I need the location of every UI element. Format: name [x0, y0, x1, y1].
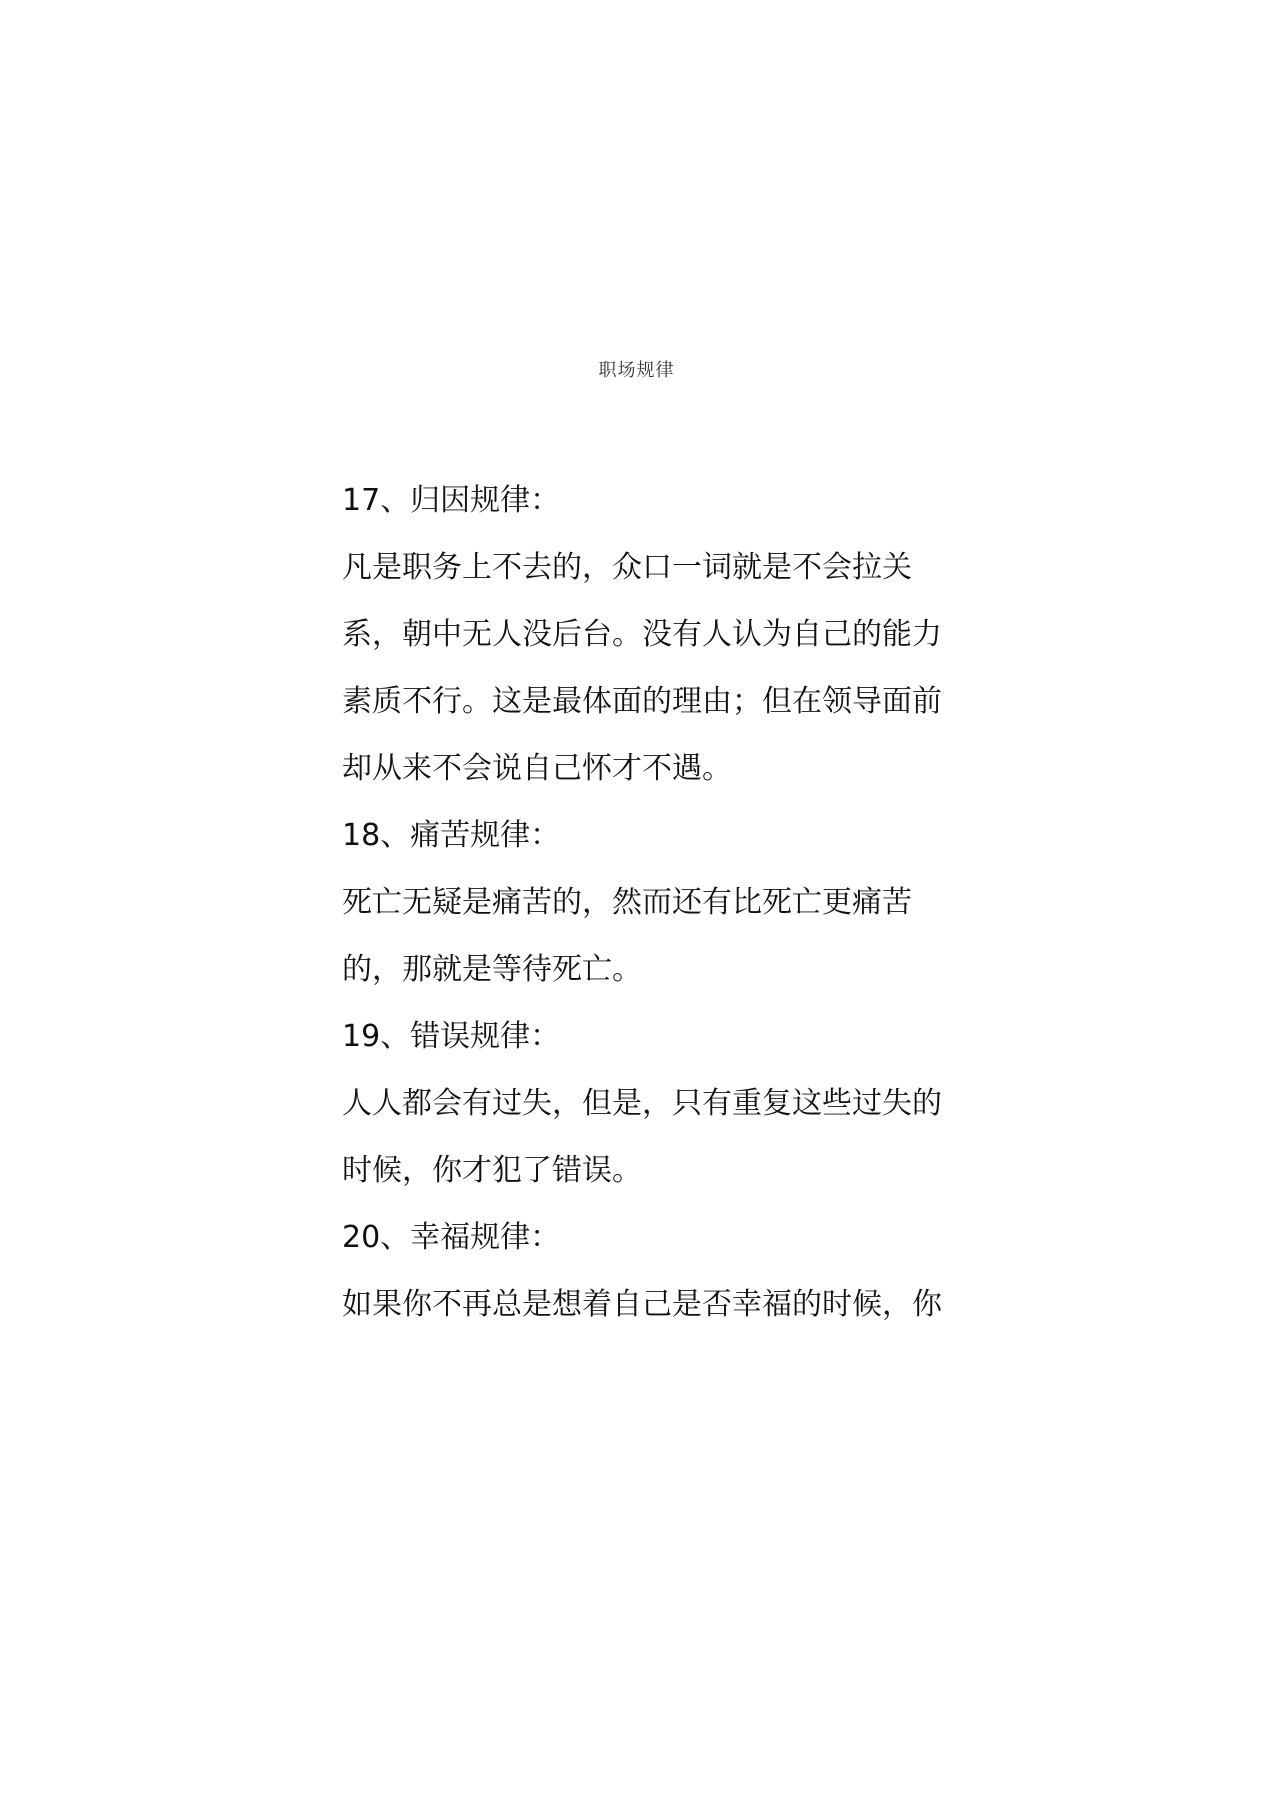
- paragraph-line: 凡是职务上不去的，众口一词就是不会拉关: [342, 550, 912, 585]
- section-heading-19: 19、错误规律：: [342, 1019, 561, 1054]
- paragraph-line: 系，朝中无人没后台。没有人认为自己的能力: [342, 617, 942, 652]
- paragraph-line: 却从来不会说自己怀才不遇。: [342, 751, 732, 786]
- document-body: [342, 467, 942, 1338]
- section-heading-18: 18、痛苦规律：: [342, 818, 561, 853]
- paragraph-line: 如果你不再总是想着自己是否幸福的时候，你: [342, 1287, 942, 1322]
- paragraph-line: 死亡无疑是痛苦的，然而还有比死亡更痛苦: [342, 885, 912, 920]
- page-header-title: 职场规律: [598, 360, 675, 381]
- paragraph-line: 素质不行。这是最体面的理由；但在领导面前: [342, 684, 942, 719]
- paragraph-line: 的，那就是等待死亡。: [342, 952, 642, 987]
- section-heading-17: 17、归因规律：: [342, 483, 561, 518]
- paragraph-line: 人人都会有过失，但是，只有重复这些过失的: [342, 1086, 942, 1121]
- paragraph-line: 时候，你才犯了错误。: [342, 1153, 642, 1188]
- section-heading-20: 20、幸福规律：: [342, 1220, 561, 1255]
